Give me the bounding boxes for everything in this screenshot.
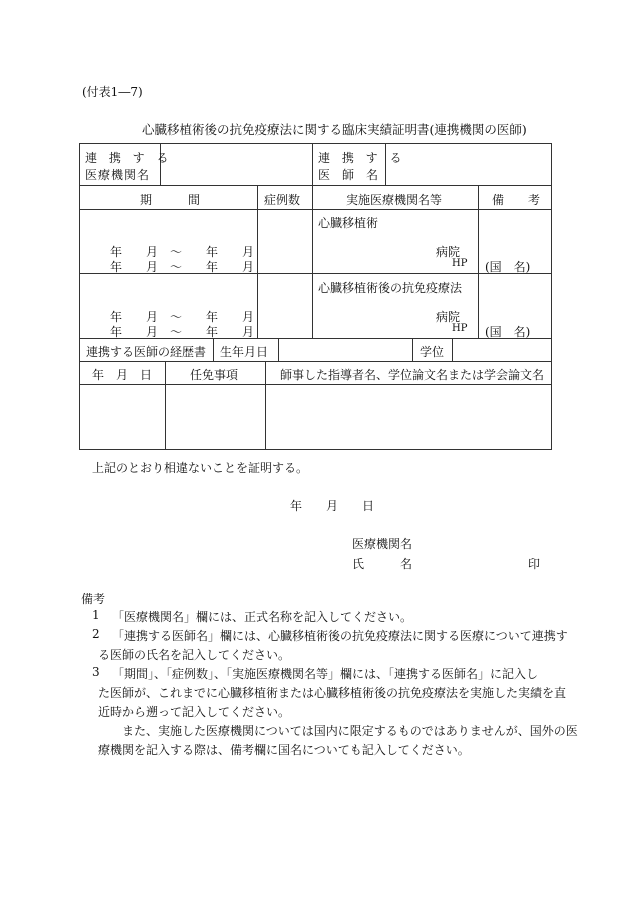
hospital-label: 病院 bbox=[436, 310, 461, 324]
country-label: (国 名) bbox=[485, 325, 531, 339]
country-label: (国 名) bbox=[485, 260, 531, 274]
institution-name-label: 医療機関名 bbox=[352, 537, 413, 551]
note-3-line-2: た医師が、これまでに心臓移植術または心臓移植術後の抗免疫療法を実施した実績を直 bbox=[98, 686, 567, 700]
immunotherapy-label: 心臓移植術後の抗免疫療法 bbox=[318, 281, 463, 295]
degree-label: 学位 bbox=[420, 345, 445, 359]
note-3-line-1: 「期間」、「症例数」、「実施医療機関名等」欄には、「連携する医師名」に記入し bbox=[112, 667, 539, 681]
appointment-header: 任免事項 bbox=[190, 368, 239, 382]
career-label: 連携する医師の経歴書 bbox=[86, 345, 207, 359]
partner-doctor-label: 連 携 す る bbox=[318, 151, 406, 165]
heart-transplant-label: 心臓移植術 bbox=[318, 216, 379, 230]
period-header: 期 間 bbox=[140, 193, 201, 207]
document-title: 心臓移植術後の抗免疫療法に関する臨床実績証明書(連携機関の医師) bbox=[142, 122, 527, 137]
partner-institution-label-2: 医療機関名 bbox=[85, 168, 151, 182]
history-date-header: 年 月 日 bbox=[92, 368, 153, 382]
partner-institution-label: 連 携 す る bbox=[85, 151, 173, 165]
note-2-line-2: る医師の氏名を記入してください。 bbox=[98, 648, 291, 662]
notes-heading: 備考 bbox=[81, 592, 106, 606]
remarks-header: 備 考 bbox=[492, 193, 541, 207]
period-line[interactable]: 年 月 ～ 年 月 bbox=[110, 325, 255, 339]
seal-label: 印 bbox=[528, 557, 541, 571]
note-number: 2 bbox=[92, 627, 100, 641]
period-line[interactable]: 年 月 ～ 年 月 bbox=[110, 260, 255, 274]
period-line[interactable]: 年 月 ～ 年 月 bbox=[110, 245, 255, 259]
note-2-line-1: 「連携する医師名」欄には、心臓移植術後の抗免疫療法に関する医療について連携す bbox=[112, 629, 568, 643]
note-3-line-4: また、実施した医療機関については国内に限定するものではありませんが、国外の医 bbox=[122, 724, 578, 738]
note-3-line-5: 療機関を記入する際は、備考欄に国名についても記入してください。 bbox=[98, 743, 470, 757]
note-1: 「医療機関名」欄には、正式名称を記入してください。 bbox=[112, 610, 413, 624]
mentor-thesis-header: 師事した指導者名、学位論文名または学会論文名 bbox=[280, 368, 545, 382]
hp-label: HP bbox=[452, 323, 468, 334]
birthdate-label: 生年月日 bbox=[220, 345, 269, 359]
partner-doctor-label-2: 医 師 名 bbox=[318, 168, 379, 182]
signer-name-label: 氏 名 bbox=[352, 557, 413, 571]
certification-date[interactable]: 年 月 日 bbox=[290, 499, 375, 513]
note-number: 3 bbox=[92, 665, 100, 679]
form-reference: (付表1―7) bbox=[82, 85, 143, 99]
cases-header: 症例数 bbox=[264, 193, 301, 207]
hospital-label: 病院 bbox=[436, 245, 461, 259]
note-number: 1 bbox=[92, 608, 100, 622]
certification-statement: 上記のとおり相違ないことを証明する。 bbox=[92, 461, 309, 475]
note-3-line-3: 近時から遡って記入してください。 bbox=[98, 705, 291, 719]
period-line[interactable]: 年 月 ～ 年 月 bbox=[110, 310, 255, 324]
hp-label: HP bbox=[452, 258, 468, 269]
facility-header: 実施医療機関名等 bbox=[346, 193, 443, 207]
